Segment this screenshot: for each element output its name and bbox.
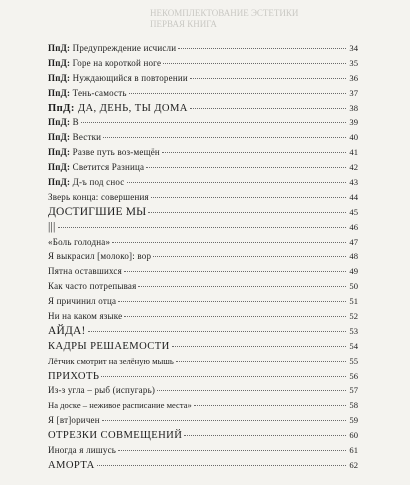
toc-entry-title [48,56,161,71]
toc-entry-page-number: 38 [349,102,358,113]
toc-entry [48,160,358,175]
toc-entry-text: АЙДА! [48,324,86,337]
toc-entry-page-number: 35 [349,57,358,68]
toc-entry-page-number: 40 [349,132,358,143]
toc-entry [48,220,358,235]
dot-leader [88,331,346,332]
dot-leader [124,316,346,317]
toc-entry-title [48,429,182,444]
toc-entry-text: Я выкрасил [молоко]: вор [48,251,152,262]
toc-entry-text: Лётчик смотрит на зелёную мышь [48,355,174,366]
toc-entry-text: Ни на каком языке [48,311,123,322]
toc-entry-page-number: 39 [349,117,358,128]
toc-entry [48,339,358,354]
toc-entry-page-number: 46 [349,221,358,232]
toc-entry [48,249,358,264]
toc-entry [48,354,358,369]
toc-entry-page-number: 51 [349,296,358,307]
ghost-text-2: ПЕРВАЯ КНИГА [150,19,217,29]
toc-entry-title [48,340,170,355]
toc-entry-page-number: 57 [349,385,358,396]
toc-entry-prefix: ПпД: [48,162,71,173]
toc-entry-prefix: ПпД: [48,57,71,68]
toc-entry-page-number: 58 [349,400,358,411]
toc-entry-page-number: 56 [349,370,358,381]
toc-entry-text: Как часто потрепывая [48,281,137,292]
toc-entry-title [48,145,160,160]
toc-entry-page-number: 47 [349,236,358,247]
dot-leader [102,420,346,421]
toc-entry-prefix: ПпД: [48,102,75,114]
toc-entry [48,56,358,71]
toc-entry-title [48,309,122,324]
dot-leader [118,301,346,302]
toc-entry-page-number: 62 [349,459,358,470]
toc-entry-title [48,398,192,413]
toc-entry [48,279,358,294]
toc-entry-text: АМОРТА [48,459,95,471]
toc-entry [48,443,358,458]
toc-entry-prefix: ПпД: [48,177,71,188]
toc-entry-page-number: 59 [349,415,358,426]
toc-entry-text: Разве путь воз-мещён [70,147,160,158]
toc-entry-text: Д-ъ под снос [70,177,125,188]
toc-entry-page-number: 42 [349,162,358,173]
dot-leader [101,376,346,377]
toc-entry-text: В [70,117,79,128]
toc-entry-title [48,264,122,279]
toc-entry [48,190,358,205]
toc-entry [48,264,358,279]
toc-entry-text: Вестки [70,132,102,143]
toc-entry [48,428,358,443]
dot-leader [153,256,346,257]
toc-entry-text: Иногда я лишусь [48,445,117,456]
dot-leader [162,152,346,153]
toc-entry-title [48,190,149,205]
dot-leader [146,167,346,168]
toc-entry-page-number: 60 [349,430,358,441]
dot-leader [178,48,346,49]
dot-leader [151,197,346,198]
toc-entry-text: ||| [48,220,56,233]
toc-entry [48,115,358,130]
toc-entry-title [48,294,116,309]
toc-entry-page-number: 55 [349,355,358,366]
toc-entry [48,235,358,250]
dot-leader [103,137,346,138]
toc-entry-text: Я [вт]оричен [48,415,100,426]
toc-entry-title [48,115,79,130]
toc-entry-title [48,86,127,101]
dot-leader [138,286,346,287]
toc-entry-title [48,279,136,294]
toc-entry-title [48,220,56,235]
toc-entry-page-number: 54 [349,340,358,351]
dot-leader [190,108,346,109]
toc-entry-title [48,41,176,56]
toc-entry-page-number: 41 [349,147,358,158]
dot-leader [112,242,346,243]
toc-entry [48,130,358,145]
toc-entry-title [48,235,110,250]
toc-entry-text: Я причинил отца [48,296,117,307]
toc-entry-page-number: 49 [349,266,358,277]
dot-leader [163,63,346,64]
dot-leader [58,227,346,228]
toc-entry [48,369,358,384]
toc-entry [48,413,358,428]
dot-leader [157,390,346,391]
toc-entry-page-number: 37 [349,87,358,98]
dot-leader [127,182,347,183]
toc-entry-title [48,443,116,458]
toc-entry-text: ОТРЕЗКИ СОВМЕЩЕНИЙ [48,430,183,442]
toc-entry-text: Пятна оставшихся [48,266,122,277]
toc-entry-title [48,205,146,220]
toc-entry-text: Тень-самость [70,87,127,98]
toc-entry-page-number: 34 [349,43,358,53]
ghost-text-1: НЕКОМПЛЕКТОВАНИЕ ЭСТЕТИКИ [150,8,299,18]
dot-leader [97,465,346,466]
toc-entry-text: На доске – неживое расписание места» [48,400,192,411]
dot-leader [118,450,346,451]
toc-entry-prefix: ПпД: [48,147,71,158]
dot-leader [148,212,346,213]
toc-entry-title [48,102,188,117]
toc-entry-title [48,459,95,474]
toc-entry-page-number: 43 [349,177,358,188]
toc-entry-title [48,413,100,428]
dot-leader [194,405,346,406]
toc-entry-text: КАДРЫ РЕШАЕМОСТИ [48,340,170,352]
dot-leader [172,346,346,347]
toc-entry [48,458,358,473]
toc-entry-prefix: ПпД: [48,117,71,128]
toc-entry-prefix: ПпД: [48,87,71,98]
toc-entry [48,294,358,309]
toc-entry-text: ДОСТИГШИЕ МЫ [48,205,147,218]
dot-leader [184,435,346,436]
toc-entry [48,145,358,160]
dot-leader [81,122,346,123]
toc-entry-prefix: ПпД: [48,43,71,53]
dot-leader [190,78,346,79]
toc-entry [48,175,358,190]
toc-entry [48,86,358,101]
toc-entry-title [48,354,174,369]
toc-entry [48,309,358,324]
toc-entry-title [48,324,86,339]
toc-entry-text: «Боль голодна» [48,236,111,247]
toc-entry [48,383,358,398]
table-of-contents [48,41,358,473]
toc-entry-prefix: ПпД: [48,72,71,83]
toc-entry-page-number: 61 [349,445,358,456]
toc-entry-title [48,249,151,264]
toc-entry-text: Нуждающийся в повторении [70,72,188,83]
toc-entry-title [48,71,188,86]
toc-entry-text: ПРИХОТЬ [48,370,100,382]
toc-entry-text: Горе на короткой ноге [70,57,162,68]
toc-entry-title [48,383,155,398]
toc-entry-title [48,175,125,190]
toc-entry [48,398,358,413]
toc-entry-text: Из-з угла – рыб (испугарь) [48,385,156,396]
toc-entry-page-number: 48 [349,251,358,262]
toc-entry-text: Предупреждение исчисли [70,43,177,53]
toc-entry-text: Светится Разница [70,162,145,173]
toc-entry-title [48,370,99,385]
toc-entry-page-number: 44 [349,191,358,202]
dot-leader [129,93,346,94]
toc-entry-title [48,160,144,175]
dot-leader [124,271,346,272]
toc-entry-text: ДА, ДЕНЬ, ТЫ ДОМА [74,102,188,114]
dot-leader [176,361,346,362]
toc-entry [48,101,358,116]
toc-entry [48,71,358,86]
toc-entry [48,324,358,339]
toc-entry-page-number: 36 [349,72,358,83]
toc-entry-page-number: 50 [349,281,358,292]
bleed-through-header [0,0,410,30]
toc-entry-page-number: 52 [349,311,358,322]
toc-entry-title [48,130,101,145]
toc-entry-prefix: ПпД: [48,132,71,143]
toc-entry [48,205,358,220]
toc-entry [48,41,358,56]
toc-entry-text: Зверь конца: совершения [48,191,149,202]
toc-entry-page-number: 45 [349,206,358,217]
toc-entry-page-number: 53 [349,325,358,336]
